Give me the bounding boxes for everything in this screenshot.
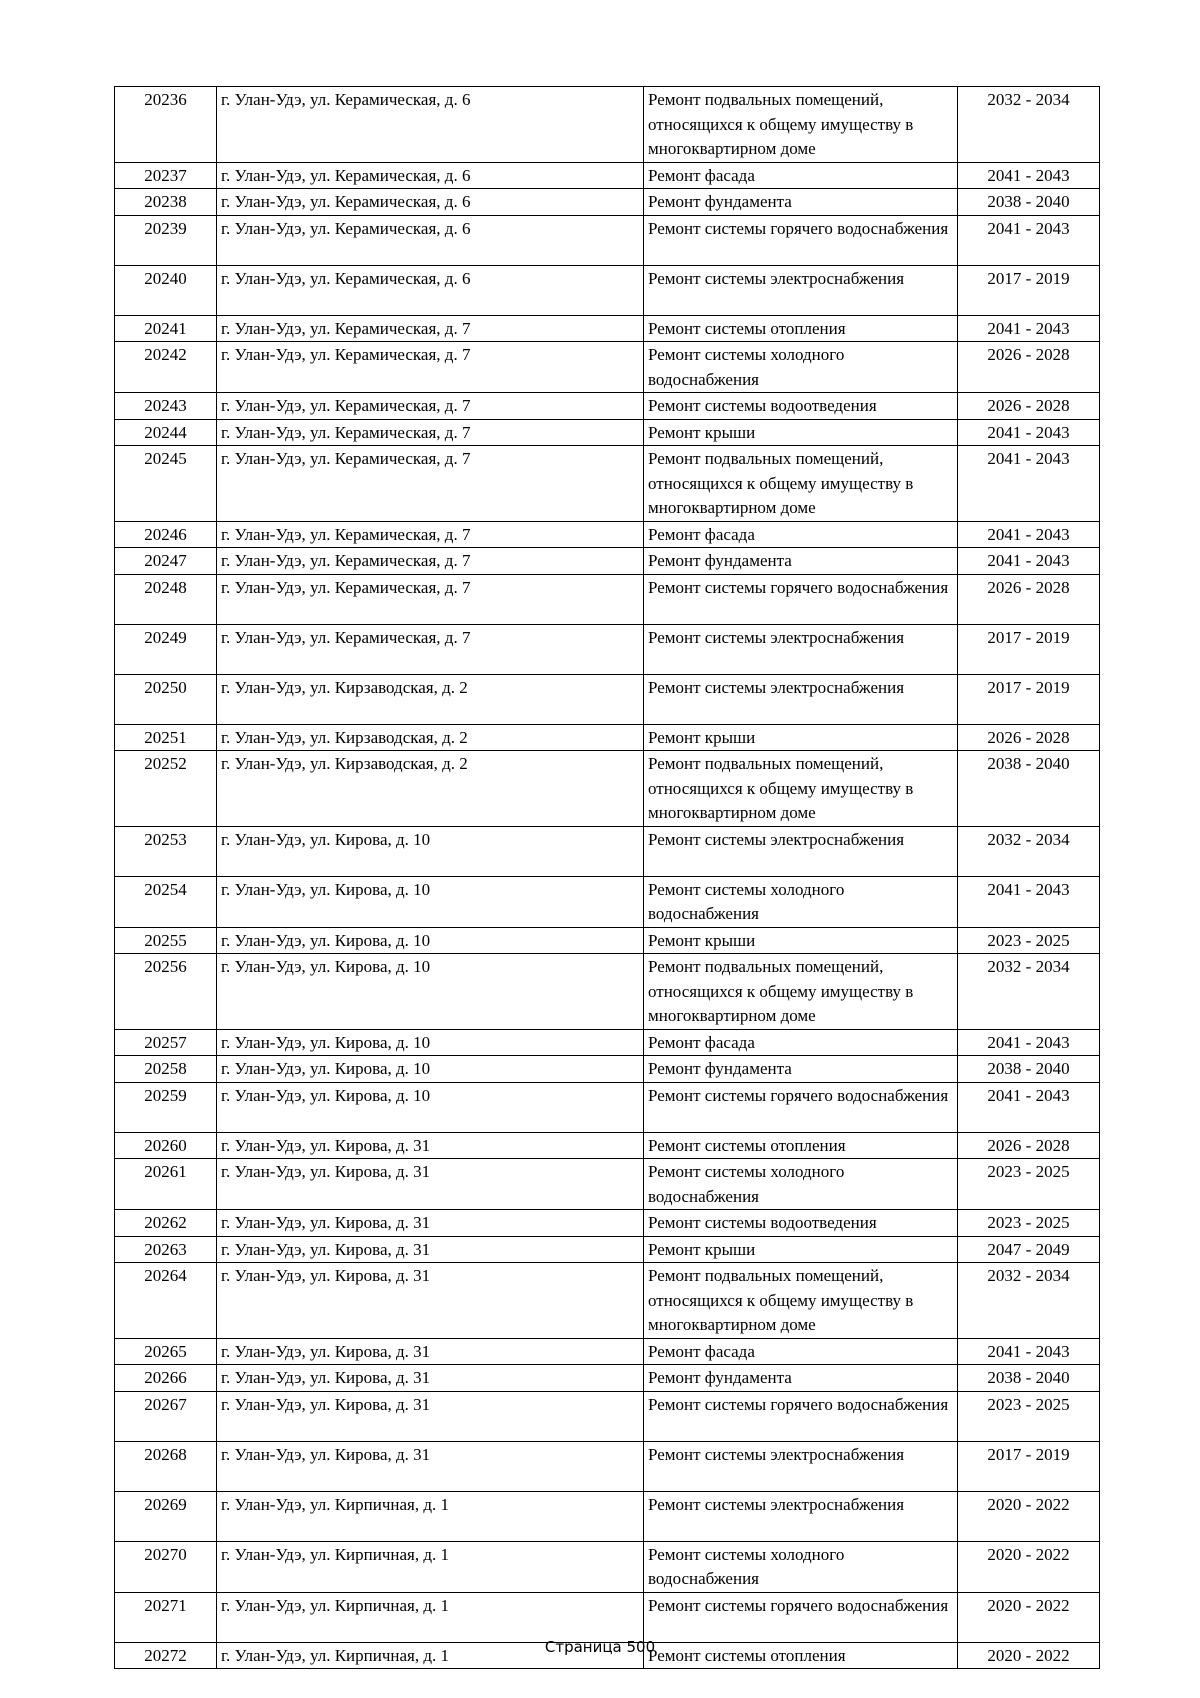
period-cell: 2017 - 2019 — [958, 624, 1100, 674]
period-cell: 2038 - 2040 — [958, 1365, 1100, 1392]
period-cell: 2041 - 2043 — [958, 315, 1100, 342]
address-cell: г. Улан-Удэ, ул. Керамическая, д. 6 — [217, 189, 644, 216]
address-cell: г. Улан-Удэ, ул. Кирова, д. 10 — [217, 1056, 644, 1083]
address-cell: г. Улан-Удэ, ул. Керамическая, д. 6 — [217, 265, 644, 315]
work-type-cell: Ремонт крыши — [644, 1236, 958, 1263]
row-id-cell: 20238 — [115, 189, 217, 216]
row-id-cell: 20248 — [115, 574, 217, 624]
period-cell: 2038 - 2040 — [958, 751, 1100, 827]
work-type-cell: Ремонт крыши — [644, 724, 958, 751]
work-type-cell: Ремонт системы электроснабжения — [644, 1441, 958, 1491]
table-row — [115, 826, 1100, 876]
row-id-cell: 20246 — [115, 521, 217, 548]
table-row — [115, 521, 1100, 548]
address-cell: г. Улан-Удэ, ул. Кирзаводская, д. 2 — [217, 674, 644, 724]
row-id-cell: 20260 — [115, 1132, 217, 1159]
table-row — [115, 1391, 1100, 1441]
work-type-cell: Ремонт системы отопления — [644, 315, 958, 342]
work-type-cell: Ремонт системы холодного водоснабжения — [644, 876, 958, 927]
period-cell: 2020 - 2022 — [958, 1642, 1100, 1669]
address-cell: г. Улан-Удэ, ул. Кирзаводская, д. 2 — [217, 751, 644, 827]
work-type-cell: Ремонт системы холодного водоснабжения — [644, 1541, 958, 1592]
row-id-cell: 20252 — [115, 751, 217, 827]
row-id-cell: 20249 — [115, 624, 217, 674]
period-cell: 2032 - 2034 — [958, 87, 1100, 163]
address-cell: г. Улан-Удэ, ул. Кирова, д. 31 — [217, 1338, 644, 1365]
period-cell: 2032 - 2034 — [958, 1263, 1100, 1339]
row-id-cell: 20256 — [115, 954, 217, 1030]
row-id-cell: 20258 — [115, 1056, 217, 1083]
work-type-cell: Ремонт подвальных помещений, относящихся к общему имуществу в многоквартирном доме — [644, 446, 958, 522]
period-cell: 2017 - 2019 — [958, 674, 1100, 724]
address-cell: г. Улан-Удэ, ул. Кирзаводская, д. 2 — [217, 724, 644, 751]
work-type-cell: Ремонт фундамента — [644, 548, 958, 575]
address-cell: г. Улан-Удэ, ул. Кирова, д. 31 — [217, 1391, 644, 1441]
address-cell: г. Улан-Удэ, ул. Керамическая, д. 7 — [217, 342, 644, 393]
row-id-cell: 20259 — [115, 1082, 217, 1132]
work-type-cell: Ремонт фасада — [644, 162, 958, 189]
table-row — [115, 1159, 1100, 1210]
row-id-cell: 20267 — [115, 1391, 217, 1441]
table-row — [115, 215, 1100, 265]
work-type-cell: Ремонт системы электроснабжения — [644, 826, 958, 876]
work-type-cell: Ремонт системы электроснабжения — [644, 1491, 958, 1541]
period-cell: 2020 - 2022 — [958, 1592, 1100, 1642]
address-cell: г. Улан-Удэ, ул. Кирпичная, д. 1 — [217, 1541, 644, 1592]
address-cell: г. Улан-Удэ, ул. Кирова, д. 10 — [217, 954, 644, 1030]
period-cell: 2041 - 2043 — [958, 446, 1100, 522]
work-type-cell: Ремонт фундамента — [644, 1056, 958, 1083]
row-id-cell: 20245 — [115, 446, 217, 522]
address-cell: г. Улан-Удэ, ул. Керамическая, д. 7 — [217, 446, 644, 522]
row-id-cell: 20257 — [115, 1029, 217, 1056]
row-id-cell: 20247 — [115, 548, 217, 575]
row-id-cell: 20263 — [115, 1236, 217, 1263]
work-type-cell: Ремонт системы отопления — [644, 1642, 958, 1669]
period-cell: 2041 - 2043 — [958, 548, 1100, 575]
work-type-cell: Ремонт крыши — [644, 927, 958, 954]
table-row — [115, 674, 1100, 724]
work-type-cell: Ремонт подвальных помещений, относящихся к общему имуществу в многоквартирном доме — [644, 954, 958, 1030]
address-cell: г. Улан-Удэ, ул. Керамическая, д. 7 — [217, 548, 644, 575]
row-id-cell: 20236 — [115, 87, 217, 163]
table-row — [115, 1491, 1100, 1541]
work-type-cell: Ремонт системы горячего водоснабжения — [644, 574, 958, 624]
row-id-cell: 20262 — [115, 1210, 217, 1237]
row-id-cell: 20243 — [115, 393, 217, 420]
register-table — [114, 86, 1100, 1669]
row-id-cell: 20266 — [115, 1365, 217, 1392]
address-cell: г. Улан-Удэ, ул. Кирпичная, д. 1 — [217, 1491, 644, 1541]
address-cell: г. Улан-Удэ, ул. Кирова, д. 10 — [217, 1082, 644, 1132]
work-type-cell: Ремонт системы электроснабжения — [644, 624, 958, 674]
address-cell: г. Улан-Удэ, ул. Керамическая, д. 6 — [217, 87, 644, 163]
address-cell: г. Улан-Удэ, ул. Кирова, д. 31 — [217, 1263, 644, 1339]
work-type-cell: Ремонт системы водоотведения — [644, 393, 958, 420]
period-cell: 2032 - 2034 — [958, 954, 1100, 1030]
row-id-cell: 20264 — [115, 1263, 217, 1339]
work-type-cell: Ремонт фундамента — [644, 189, 958, 216]
period-cell: 2041 - 2043 — [958, 215, 1100, 265]
period-cell: 2041 - 2043 — [958, 876, 1100, 927]
work-type-cell: Ремонт фасада — [644, 521, 958, 548]
address-cell: г. Улан-Удэ, ул. Кирова, д. 10 — [217, 1029, 644, 1056]
period-cell: 2041 - 2043 — [958, 1082, 1100, 1132]
period-cell: 2041 - 2043 — [958, 1029, 1100, 1056]
table-row — [115, 574, 1100, 624]
address-cell: г. Улан-Удэ, ул. Кирова, д. 31 — [217, 1236, 644, 1263]
period-cell: 2023 - 2025 — [958, 1210, 1100, 1237]
row-id-cell: 20261 — [115, 1159, 217, 1210]
table-row — [115, 1338, 1100, 1365]
row-id-cell: 20242 — [115, 342, 217, 393]
work-type-cell: Ремонт системы горячего водоснабжения — [644, 215, 958, 265]
row-id-cell: 20244 — [115, 419, 217, 446]
period-cell: 2041 - 2043 — [958, 1338, 1100, 1365]
work-type-cell: Ремонт системы отопления — [644, 1132, 958, 1159]
address-cell: г. Улан-Удэ, ул. Кирова, д. 10 — [217, 826, 644, 876]
row-id-cell: 20265 — [115, 1338, 217, 1365]
address-cell: г. Улан-Удэ, ул. Керамическая, д. 7 — [217, 419, 644, 446]
row-id-cell: 20250 — [115, 674, 217, 724]
period-cell: 2041 - 2043 — [958, 162, 1100, 189]
table-row — [115, 1592, 1100, 1642]
table-row — [115, 265, 1100, 315]
address-cell: г. Улан-Удэ, ул. Кирпичная, д. 1 — [217, 1592, 644, 1642]
table-row — [115, 189, 1100, 216]
table-row — [115, 1029, 1100, 1056]
period-cell: 2023 - 2025 — [958, 927, 1100, 954]
register-table-body — [115, 87, 1100, 1669]
address-cell: г. Улан-Удэ, ул. Керамическая, д. 7 — [217, 624, 644, 674]
table-row — [115, 954, 1100, 1030]
table-row — [115, 419, 1100, 446]
table-row — [115, 1132, 1100, 1159]
period-cell: 2017 - 2019 — [958, 1441, 1100, 1491]
table-row — [115, 162, 1100, 189]
work-type-cell: Ремонт системы водоотведения — [644, 1210, 958, 1237]
table-row — [115, 1056, 1100, 1083]
address-cell: г. Улан-Удэ, ул. Керамическая, д. 7 — [217, 521, 644, 548]
address-cell: г. Улан-Удэ, ул. Кирова, д. 10 — [217, 876, 644, 927]
period-cell: 2026 - 2028 — [958, 724, 1100, 751]
period-cell: 2047 - 2049 — [958, 1236, 1100, 1263]
table-row — [115, 927, 1100, 954]
work-type-cell: Ремонт системы электроснабжения — [644, 265, 958, 315]
table-row — [115, 1263, 1100, 1339]
row-id-cell: 20269 — [115, 1491, 217, 1541]
period-cell: 2020 - 2022 — [958, 1491, 1100, 1541]
address-cell: г. Улан-Удэ, ул. Керамическая, д. 7 — [217, 315, 644, 342]
row-id-cell: 20255 — [115, 927, 217, 954]
work-type-cell: Ремонт подвальных помещений, относящихся к общему имуществу в многоквартирном доме — [644, 1263, 958, 1339]
period-cell: 2026 - 2028 — [958, 574, 1100, 624]
work-type-cell: Ремонт подвальных помещений, относящихся к общему имуществу в многоквартирном доме — [644, 751, 958, 827]
work-type-cell: Ремонт фундамента — [644, 1365, 958, 1392]
table-row — [115, 393, 1100, 420]
table-row — [115, 446, 1100, 522]
address-cell: г. Улан-Удэ, ул. Кирова, д. 31 — [217, 1159, 644, 1210]
address-cell: г. Улан-Удэ, ул. Керамическая, д. 7 — [217, 393, 644, 420]
table-row — [115, 751, 1100, 827]
work-type-cell: Ремонт системы холодного водоснабжения — [644, 342, 958, 393]
table-row — [115, 724, 1100, 751]
table-row — [115, 624, 1100, 674]
address-cell: г. Улан-Удэ, ул. Кирова, д. 31 — [217, 1210, 644, 1237]
period-cell: 2017 - 2019 — [958, 265, 1100, 315]
address-cell: г. Улан-Удэ, ул. Кирова, д. 31 — [217, 1441, 644, 1491]
address-cell: г. Улан-Удэ, ул. Керамическая, д. 6 — [217, 162, 644, 189]
table-row — [115, 1541, 1100, 1592]
address-cell: г. Улан-Удэ, ул. Кирпичная, д. 1 — [217, 1642, 644, 1669]
address-cell: г. Улан-Удэ, ул. Кирова, д. 31 — [217, 1132, 644, 1159]
row-id-cell: 20241 — [115, 315, 217, 342]
table-row — [115, 1441, 1100, 1491]
period-cell: 2026 - 2028 — [958, 1132, 1100, 1159]
table-row — [115, 87, 1100, 163]
page-number: Страница 500 — [544, 1638, 656, 1656]
period-cell: 2020 - 2022 — [958, 1541, 1100, 1592]
period-cell: 2038 - 2040 — [958, 189, 1100, 216]
work-type-cell: Ремонт системы горячего водоснабжения — [644, 1082, 958, 1132]
table-row — [115, 1236, 1100, 1263]
period-cell: 2026 - 2028 — [958, 393, 1100, 420]
table-row — [115, 1210, 1100, 1237]
address-cell: г. Улан-Удэ, ул. Кирова, д. 10 — [217, 927, 644, 954]
row-id-cell: 20254 — [115, 876, 217, 927]
work-type-cell: Ремонт системы электроснабжения — [644, 674, 958, 724]
period-cell: 2023 - 2025 — [958, 1391, 1100, 1441]
table-row — [115, 342, 1100, 393]
work-type-cell: Ремонт фасада — [644, 1338, 958, 1365]
address-cell: г. Улан-Удэ, ул. Керамическая, д. 6 — [217, 215, 644, 265]
work-type-cell: Ремонт подвальных помещений, относящихся к общему имуществу в многоквартирном доме — [644, 87, 958, 163]
row-id-cell: 20237 — [115, 162, 217, 189]
table-row — [115, 1082, 1100, 1132]
table-row — [115, 315, 1100, 342]
row-id-cell: 20240 — [115, 265, 217, 315]
period-cell: 2041 - 2043 — [958, 521, 1100, 548]
row-id-cell: 20271 — [115, 1592, 217, 1642]
address-cell: г. Улан-Удэ, ул. Кирова, д. 31 — [217, 1365, 644, 1392]
row-id-cell: 20251 — [115, 724, 217, 751]
address-cell: г. Улан-Удэ, ул. Керамическая, д. 7 — [217, 574, 644, 624]
row-id-cell: 20253 — [115, 826, 217, 876]
table-row — [115, 876, 1100, 927]
period-cell: 2041 - 2043 — [958, 419, 1100, 446]
table-row — [115, 548, 1100, 575]
row-id-cell: 20272 — [115, 1642, 217, 1669]
row-id-cell: 20268 — [115, 1441, 217, 1491]
row-id-cell: 20270 — [115, 1541, 217, 1592]
period-cell: 2023 - 2025 — [958, 1159, 1100, 1210]
period-cell: 2026 - 2028 — [958, 342, 1100, 393]
work-type-cell: Ремонт системы горячего водоснабжения — [644, 1592, 958, 1642]
work-type-cell: Ремонт крыши — [644, 419, 958, 446]
work-type-cell: Ремонт системы холодного водоснабжения — [644, 1159, 958, 1210]
table-row — [115, 1365, 1100, 1392]
period-cell: 2038 - 2040 — [958, 1056, 1100, 1083]
work-type-cell: Ремонт системы горячего водоснабжения — [644, 1391, 958, 1441]
period-cell: 2032 - 2034 — [958, 826, 1100, 876]
row-id-cell: 20239 — [115, 215, 217, 265]
work-type-cell: Ремонт фасада — [644, 1029, 958, 1056]
